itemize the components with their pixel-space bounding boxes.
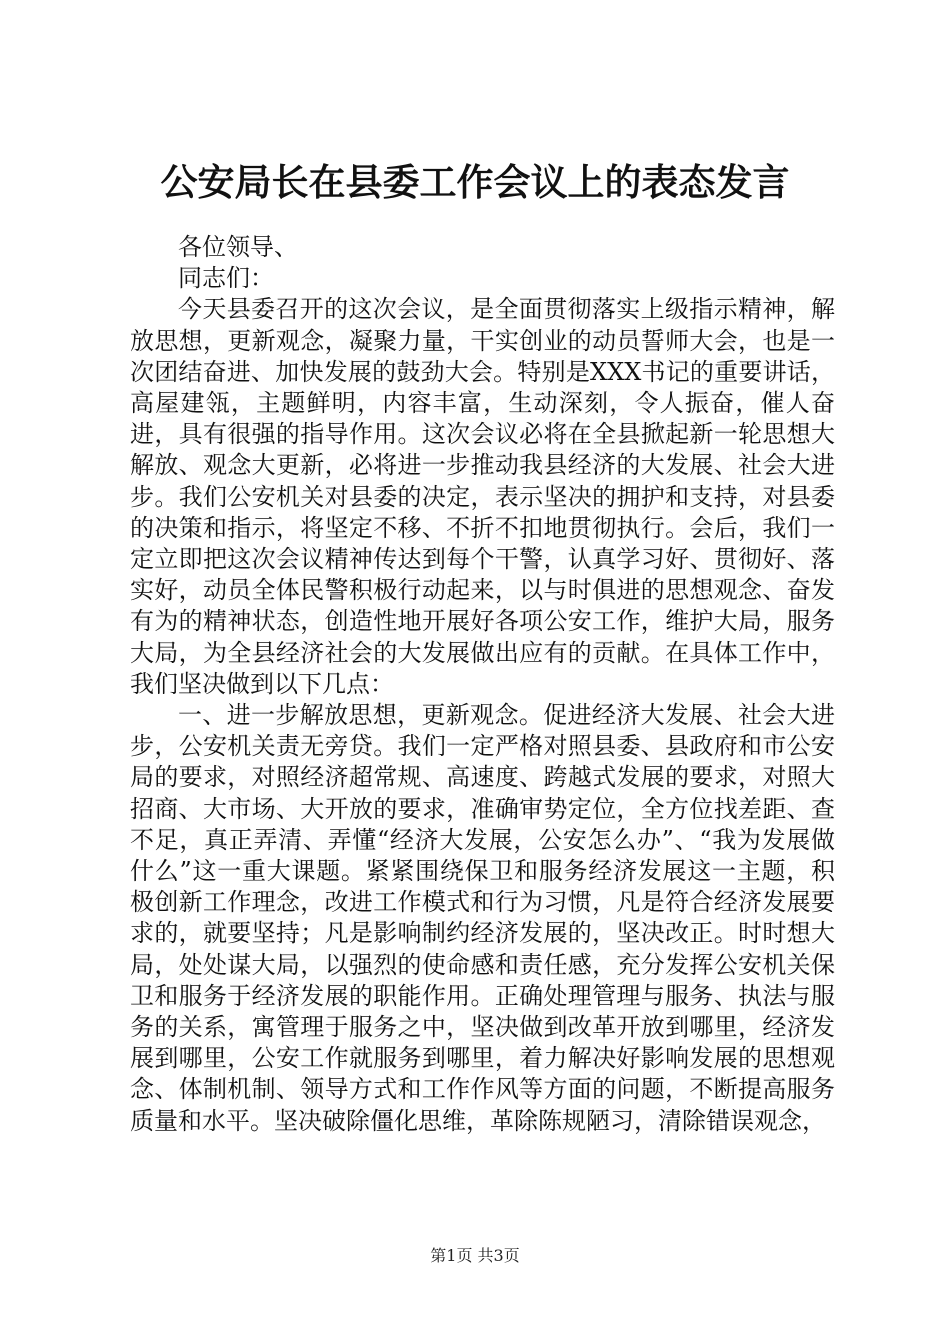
document-body: [130, 232, 835, 1137]
salutation-leaders: 各位领导、: [178, 233, 298, 261]
salutation-comrades: 同志们：: [178, 264, 274, 293]
page-title: 公安局长在县委工作会议上的表态发言: [160, 160, 790, 204]
page-footer: 第1页 共3页: [430, 1246, 520, 1265]
paragraph-point-one: 一、进一步解放思想，更新观念。促进经济大发展、社会大进步，公安机关责无旁贷。我们一定严格对照县委、县政府和市公安局的要求，对照经济超常规、高速度、跨越式发展的要求，对照大招商、大市场、大开放的要求，准确审势定位，全方位找差距、查不足，真正弄清、弄懂“经济大发展，公安怎么办”、“我为发展做什么”这一重大课题。紧紧围绕保卫和服务经济发展这一主题，积极创新工作理念，改进工作模式和行为习惯，凡是符合经济发展要求的，就要坚持；凡是影响制约经济发展的，坚决改正。时时想大局，处处谋大局，以强烈的使命感和责任感，充分发挥公安机关保卫和服务于经济发展的职能作用。正确处理管理与服务、执法与服务的关系，寓管理于服务之中，坚决做到改革开放到哪里，经济发展到哪里，公安工作就服务到哪里，着力解决好影响发展的思想观念、体制机制、领导方式和工作作风等方面的问题，不断提高服务质量和水平。坚决破除僵化思维，革除陈规陋习，清除错误观念，: [130, 701, 835, 1135]
paragraph-intro: 今天县委召开的这次会议，是全面贯彻落实上级指示精神，解放思想，更新观念，凝聚力量，干实创业的动员誓师大会，也是一次团结奋进、加快发展的鼓劲大会。特别是XXX书记的重要讲话，高屋建瓴，主题鲜明，内容丰富，生动深刻，令人振奋，催人奋进，具有很强的指导作用。这次会议必将在全县掀起新一轮思想大解放、观念大更新，必将进一步推动我县经济的大发展、社会大进步。我们公安机关对县委的决定，表示坚决的拥护和支持，对县委的决策和指示，将坚定不移、不折不扣地贯彻执行。会后，我们一定立即把这次会议精神传达到每个干警，认真学习好、贯彻好、落实好，动员全体民警积极行动起来，以与时俱进的思想观念、奋发有为的精神状态，创造性地开展好各项公安工作，维护大局，服务大局，为全县经济社会的大发展做出应有的贡献。在具体工作中，我们坚决做到以下几点：: [130, 295, 835, 698]
